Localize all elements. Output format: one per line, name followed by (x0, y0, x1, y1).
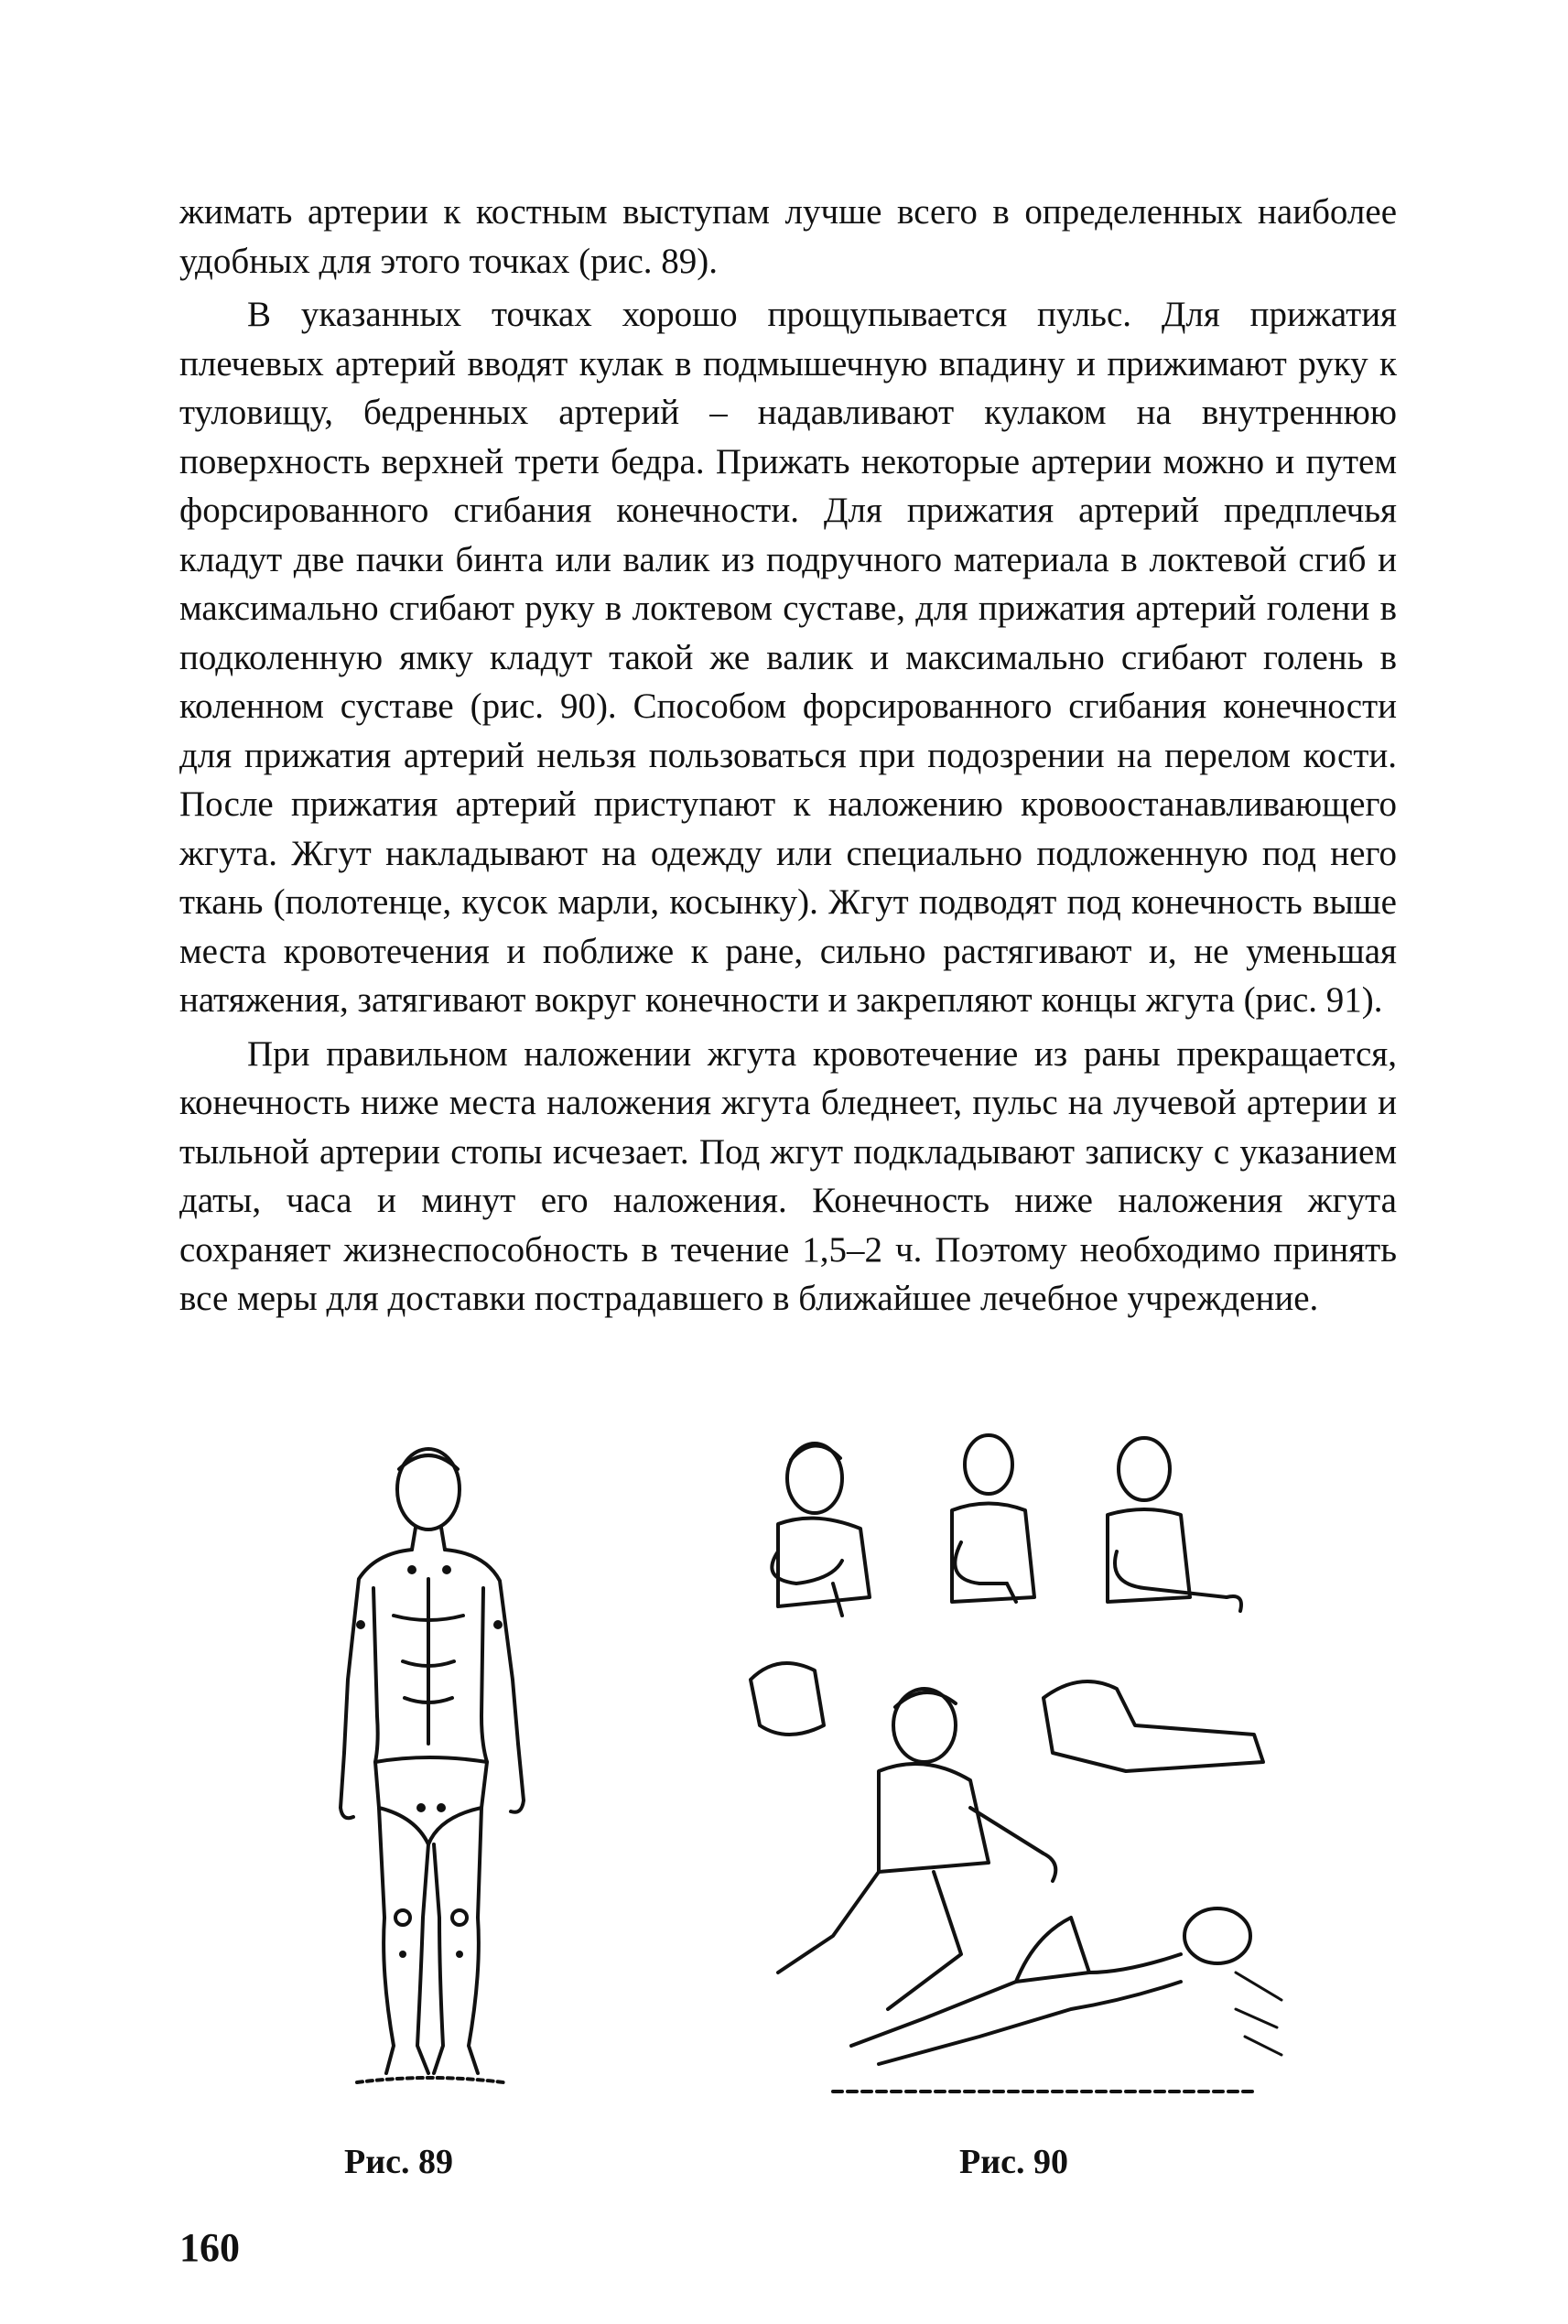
figure-89-caption: Рис. 89 (344, 2143, 453, 2181)
paragraph-1: жимать артерии к костным выступам лучше всего в определенных наиболее удобных для этого точках (рис. 89). (179, 192, 1397, 281)
figure-90-caption: Рис. 90 (959, 2143, 1068, 2181)
paragraph-3: При правильном наложении жгута кровотечение из раны прекращается, конечность ниже места наложения жгута бледнеет, пульс на лучевой артерии и тыльной артерии стопы исчезает. Под жгут подкладывают записку с указанием даты, часа и минут его наложения. Конечность ниже наложения жгута сохраняет жизнеспособность в течение 1,5–2 ч. Поэтому необходимо принять все меры для доставки пострадавшего в ближайшее лечебное учреждение. (179, 1033, 1397, 1318)
paragraph-2: В указанных точках хорошо прощупывается пульс. Для прижатия плечевых артерий вводят кулак в подмышечную впадину и прижимают руку к туловищу, бедренных артерий – надавливают кулаком на внутреннюю поверхность верхней трети бедра. Прижать некоторые артерии можно и путем форсированного сгибания конечности. Для прижатия артерий предплечья кладут две пачки бинта или валик из подручного материала в локтевой сгиб и максимально сгибают руку в локтевом суставе, для прижатия артерий голени в подколенную ямку кладут такой же валик и максимально сгибают голень в коленном суставе (рис. 90). Способом форсированного сгибания конечности для прижатия артерий нельзя пользоваться при подозрении на перелом кости. После прижатия артерий приступают к наложению кровоостанавливающего жгута. Жгут накладывают на одежду или специально подложенную под него ткань (полотенце, кусок марли, косынку). Жгут подводят под конечность выше места кровотечения и поближе к ране, сильно растягивают и, не уменьшая натяжения, затягивают вокруг конечности и закрепляют концы жгута (рис. 91). (179, 295, 1397, 1020)
body-text (179, 188, 1397, 1328)
figure-90-forced-flexion (741, 1423, 1291, 2101)
figure-89-standing-man (320, 1442, 540, 2101)
page-number: 160 (179, 2225, 240, 2270)
